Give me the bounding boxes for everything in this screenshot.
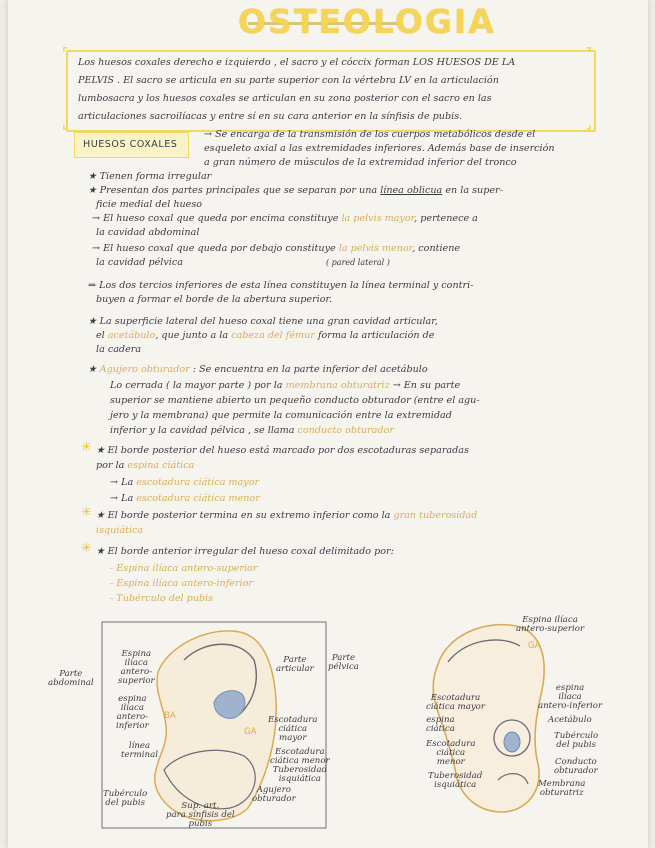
note-line: la cadera — [96, 344, 142, 355]
note-line: → El hueso coxal que queda por debajo constituye la pelvis menor, contiene — [92, 243, 461, 254]
label-espina-antero-inferior: espina ilíaca antero- inferior — [116, 694, 149, 732]
obturator-foramen-blue — [504, 732, 520, 752]
note-line: → El hueso coxal que queda por encima constituye la pelvis mayor, pertenece a — [92, 213, 478, 224]
label-escotadura-mayor-r: Escotadura ciática mayor — [426, 693, 485, 713]
note-line: - Espina ilíaca antero-inferior — [110, 578, 253, 589]
note-line: inferior y la cavidad pélvica , se llama conducto obturador — [110, 425, 394, 436]
note-line: → La escotadura ciática mayor — [110, 477, 260, 488]
label-parte-abdominal: Parte abdominal — [48, 669, 94, 689]
note-line: ★ Tienen forma irregular — [88, 171, 212, 182]
label-conducto-obturador: Conducto obturador — [554, 757, 598, 777]
page-title: OSTEOLOGIA — [238, 2, 496, 41]
frame-corner-icon: ⌞ — [62, 117, 69, 132]
note-line: buyen a formar el borde de la abertura superior. — [96, 294, 333, 305]
label-tuberculo-pubis-r: Tubérculo del pubis — [554, 731, 599, 751]
label-tuberosidad: Tuberosidad isquiática — [428, 771, 483, 791]
note-line: la cavidad abdominal — [96, 227, 200, 238]
section-note-line: esqueleto axial a las extremidades inferiores. Además base de inserción — [204, 143, 555, 154]
frame-corner-icon: ⌜ — [62, 46, 69, 61]
section-note-line: a gran número de músculos de la extremidad inferior del tronco — [204, 157, 517, 168]
intro-line: lumbosacra y los huesos coxales se articulan en su zona posterior con el sacro en las — [78, 93, 492, 104]
label-ga: GA — [244, 727, 257, 737]
intro-line: Los huesos coxales derecho e izquierdo , el sacro y el cóccix forman LOS HUESOS DE LA — [78, 57, 516, 68]
label-escotadura-menor: Escotadura ciática menor Tuberosidad isquiática — [270, 747, 330, 785]
label-parte-articular: Parte articular — [276, 655, 314, 675]
note-line: ⇒ Los dos tercios inferiores de esta línea constituyen la línea terminal y contri- — [88, 280, 474, 291]
label-membrana-obturatriz: Membrana obturatriz — [538, 779, 586, 799]
note-line: la cavidad pélvica ( pared lateral ) — [96, 257, 390, 268]
sparkle-icon: ✳ — [81, 541, 92, 556]
section-badge-label: HUESOS COXALES — [83, 139, 178, 150]
intro-line: articulaciones sacroilíacas y entre sí en su cara anterior en la sínfisis de pubis. — [78, 111, 463, 122]
note-line: ★ Agujero obturador : Se encuentra en la parte inferior del acetábulo — [88, 364, 428, 375]
note-line: ★ El borde posterior termina en su extremo inferior como la gran tuberosidad — [96, 510, 478, 521]
label-parte-pelvica: Parte pélvica — [328, 653, 359, 673]
note-line: ★ El borde anterior irregular del hueso coxal delimitado por: — [96, 546, 394, 557]
note-line: ★ Presentan dos partes principales que se separan por una línea oblicua en la super- — [88, 185, 503, 196]
label-agujero-obturador: Agujero obturador — [252, 785, 296, 805]
note-line: - Tubérculo del pubis — [110, 593, 214, 604]
label-tuberculo-pubis: Tubérculo del pubis — [103, 789, 148, 809]
label-escotadura-menor-r: Escotadura ciática menor — [426, 739, 476, 768]
sparkle-icon: ✳ — [81, 505, 92, 520]
label-espina-antero-superior: Espina ilíaca antero- superior — [118, 649, 155, 687]
label-escotadura-mayor: Escotadura ciática mayor — [268, 715, 318, 744]
label-acetabulo: Acetábulo — [548, 715, 592, 725]
label-ga-r: GA — [528, 641, 541, 651]
frame-corner-icon: ⌟ — [586, 117, 593, 132]
label-ba: BA — [164, 711, 176, 721]
label-espina-antero-inferior-r: espina ilíaca antero-inferior — [538, 683, 603, 712]
note-line: Lo cerrada ( la mayor parte ) por la membrana obturatriz → En su parte — [110, 380, 461, 391]
label-linea-terminal: línea terminal — [121, 741, 158, 761]
note-line: ★ La superficie lateral del hueso coxal tiene una gran cavidad articular, — [88, 316, 438, 327]
label-sinfisis: Sup. art. para sínfisis del pubis — [166, 801, 235, 830]
note-line: → La escotadura ciática menor — [110, 493, 260, 504]
note-line: isquiática — [96, 525, 144, 536]
note-line: ★ El borde posterior del hueso está marcado por dos escotaduras separadas — [96, 445, 469, 456]
frame-corner-icon: ⌝ — [586, 46, 593, 61]
note-line: jero y la membrana) que permite la comunicación entre la extremidad — [110, 410, 452, 421]
note-line: - Espina ilíaca antero-superior — [110, 563, 258, 574]
label-espina-antero-superior-r: Espina ilíaca antero-superior — [516, 615, 585, 635]
section-note-line: → Se encarga de la transmisión de los cuerpos metabólicos desde el — [204, 129, 536, 140]
note-line: el acetábulo, que junto a la cabeza del fémur forma la articulación de — [96, 330, 435, 341]
note-line: superior se mantiene abierto un pequeño conducto obturador (entre el agu- — [110, 395, 480, 406]
note-line: ficie medial del hueso — [96, 199, 203, 210]
notebook-page — [8, 0, 648, 848]
label-espina-ciatica: espina ciática — [426, 715, 455, 735]
sparkle-icon: ✳ — [81, 440, 92, 455]
note-line: por la espina ciática — [96, 460, 195, 471]
intro-line: PELVIS . El sacro se articula en su parte superior con la vértebra LV en la articulación — [78, 75, 499, 86]
